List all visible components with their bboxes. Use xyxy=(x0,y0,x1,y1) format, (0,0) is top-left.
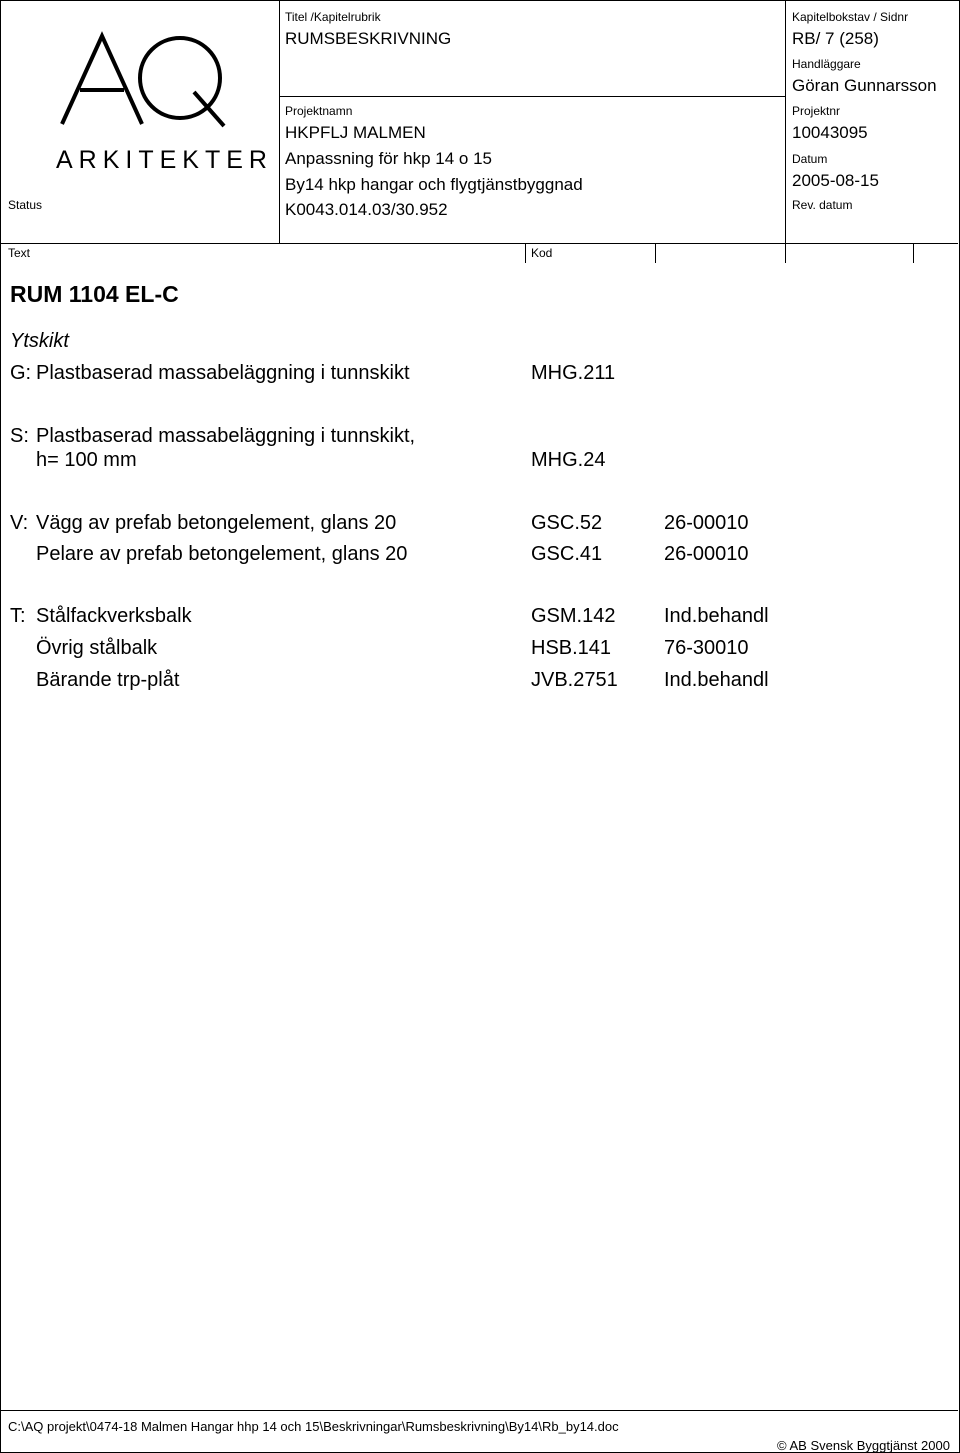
row-text: Pelare av prefab betongelement, glans 20 xyxy=(36,543,408,565)
room-title: RUM 1104 EL-C xyxy=(10,281,179,307)
project-name-line-4: K0043.014.03/30.952 xyxy=(285,200,448,219)
row-ref: Ind.behandl xyxy=(664,669,769,691)
row-prefix: G: xyxy=(10,362,32,384)
project-name-line-3: By14 hkp hangar och flygtjänstbyggnad xyxy=(285,175,583,194)
row-text: Plastbaserad massabeläggning i tunnskikt xyxy=(36,362,410,384)
project-name-line-2: Anpassning för hkp 14 o 15 xyxy=(285,149,492,168)
row-ref: 76-30010 xyxy=(664,637,749,659)
handler-label: Handläggare xyxy=(792,57,861,71)
code-column-label: Kod xyxy=(531,246,553,260)
row-prefix: T: xyxy=(10,605,26,627)
row-ref: 26-00010 xyxy=(664,512,749,534)
column-tick-4 xyxy=(913,243,914,263)
header-divider-2 xyxy=(785,0,786,243)
copyright-icon: © xyxy=(777,1438,787,1453)
column-tick-2 xyxy=(655,243,656,263)
chapter-value: RB/ 7 (258) xyxy=(792,29,879,48)
row-code: GSC.52 xyxy=(531,512,603,534)
aq-logo-mark xyxy=(56,30,231,130)
chapter-label: Kapitelbokstav / Sidnr xyxy=(792,10,909,24)
date-value: 2005-08-15 xyxy=(792,171,879,190)
row-text: Vägg av prefab betongelement, glans 20 xyxy=(36,512,397,534)
row-code: JVB.2751 xyxy=(531,669,618,691)
header-row-line xyxy=(279,96,785,97)
copyright xyxy=(777,1438,950,1453)
row-code: HSB.141 xyxy=(531,637,612,659)
code-column-tick xyxy=(525,243,526,263)
row-code: MHG.211 xyxy=(531,362,616,384)
row-text: Övrig stålbalk xyxy=(36,637,158,659)
footer-line xyxy=(0,1410,958,1411)
project-nr-label: Projektnr xyxy=(792,104,841,118)
file-path: C:\AQ projekt\0474-18 Malmen Hangar hhp 14 och 15\Beskrivningar\Rumsbeskrivning\By14\Rb_by14.doc xyxy=(8,1419,619,1434)
handler-value: Göran Gunnarsson xyxy=(792,76,937,95)
row-ref: 26-00010 xyxy=(664,543,749,565)
rev-date-label: Rev. datum xyxy=(792,198,853,212)
header-divider-1 xyxy=(279,0,280,243)
row-text: h= 100 mm xyxy=(36,449,137,471)
project-name-line-1: HKPFLJ MALMEN xyxy=(285,123,426,142)
aq-logo-subtitle: ARKITEKTER xyxy=(56,146,273,174)
project-name-label: Projektnamn xyxy=(285,104,353,118)
row-text: Plastbaserad massabeläggning i tunnskikt, xyxy=(36,425,416,447)
row-text: Stålfackverksbalk xyxy=(36,605,192,627)
row-text: Bärande trp-plåt xyxy=(36,669,180,691)
project-nr-value: 10043095 xyxy=(792,123,868,142)
header-bottom-line xyxy=(0,243,958,244)
section-heading: Ytskikt xyxy=(10,330,69,352)
row-ref: Ind.behandl xyxy=(664,605,769,627)
text-column-label: Text xyxy=(8,246,31,260)
status-label: Status xyxy=(8,198,43,212)
copyright-text: AB Svensk Byggtjänst 2000 xyxy=(789,1438,950,1453)
date-label: Datum xyxy=(792,152,828,166)
row-prefix: V: xyxy=(10,512,29,534)
row-code: GSC.41 xyxy=(531,543,603,565)
title-label: Titel /Kapitelrubrik xyxy=(285,10,381,24)
row-prefix: S: xyxy=(10,425,29,447)
row-code: MHG.24 xyxy=(531,449,606,471)
row-code: GSM.142 xyxy=(531,605,616,627)
column-tick-3 xyxy=(785,243,786,263)
title-value: RUMSBESKRIVNING xyxy=(285,29,452,48)
